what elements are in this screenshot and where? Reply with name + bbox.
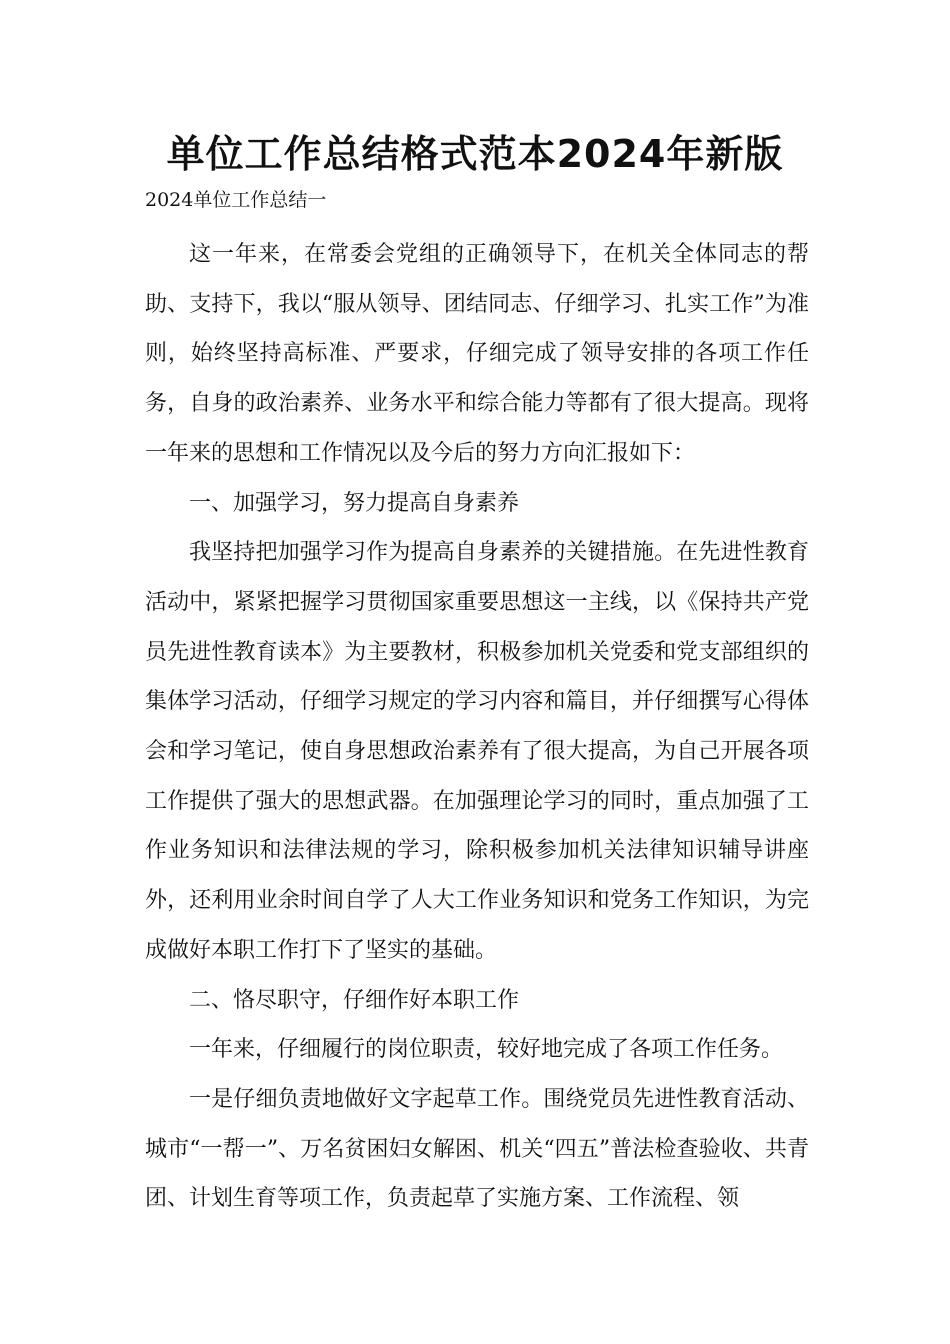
document-body [145, 230, 809, 1224]
paragraph-intro: 这一年来，在常委会党组的正确领导下，在机关全体同志的帮助、支持下，我以“服从领导、团结同志、仔细学习、扎实工作”为准则，始终坚持高标准、严要求，仔细完成了领导安排的各项工作任务，自身的政治素养、业务水平和综合能力等都有了很大提高。现将一年来的思想和工作情况以及今后的努力方向汇报如下： [145, 242, 809, 466]
section-heading-2: 二、恪尽职守，仔细作好本职工作 [189, 987, 520, 1013]
section-heading-1: 一、加强学习，努力提高自身素养 [189, 490, 520, 516]
document-title: 单位工作总结格式范本2024年新版 [166, 132, 784, 176]
paragraph-study: 我坚持把加强学习作为提高自身素养的关键措施。在先进性教育活动中，紧紧把握学习贯彻国家重要思想这一主线，以《保持共产党员先进性教育读本》为主要教材，积极参加机关党委和党支部组织的集体学习活动，仔细学习规定的学习内容和篇目，并仔细撰写心得体会和学习笔记，使自身思想政治素养有了很大提高，为自己开展各项工作提供了强大的思想武器。在加强理论学习的同时，重点加强了工作业务知识和法律法规的学习，除积极参加机关法律知识辅导讲座外，还利用业余时间自学了人大工作业务知识和党务工作知识，为完成做好本职工作打下了坚实的基础。 [145, 540, 809, 963]
paragraph-drafting: 一是仔细负责地做好文字起草工作。围绕党员先进性教育活动、城市“一帮一”、万名贫困妇女解困、机关“四五”普法检查验收、共青团、计划生育等项工作，负责起草了实施方案、工作流程、领 [145, 1086, 809, 1212]
document-subtitle: 2024单位工作总结一 [145, 189, 327, 211]
paragraph-duties: 一年来，仔细履行的岗位职责，较好地完成了各项工作任务。 [189, 1037, 784, 1063]
